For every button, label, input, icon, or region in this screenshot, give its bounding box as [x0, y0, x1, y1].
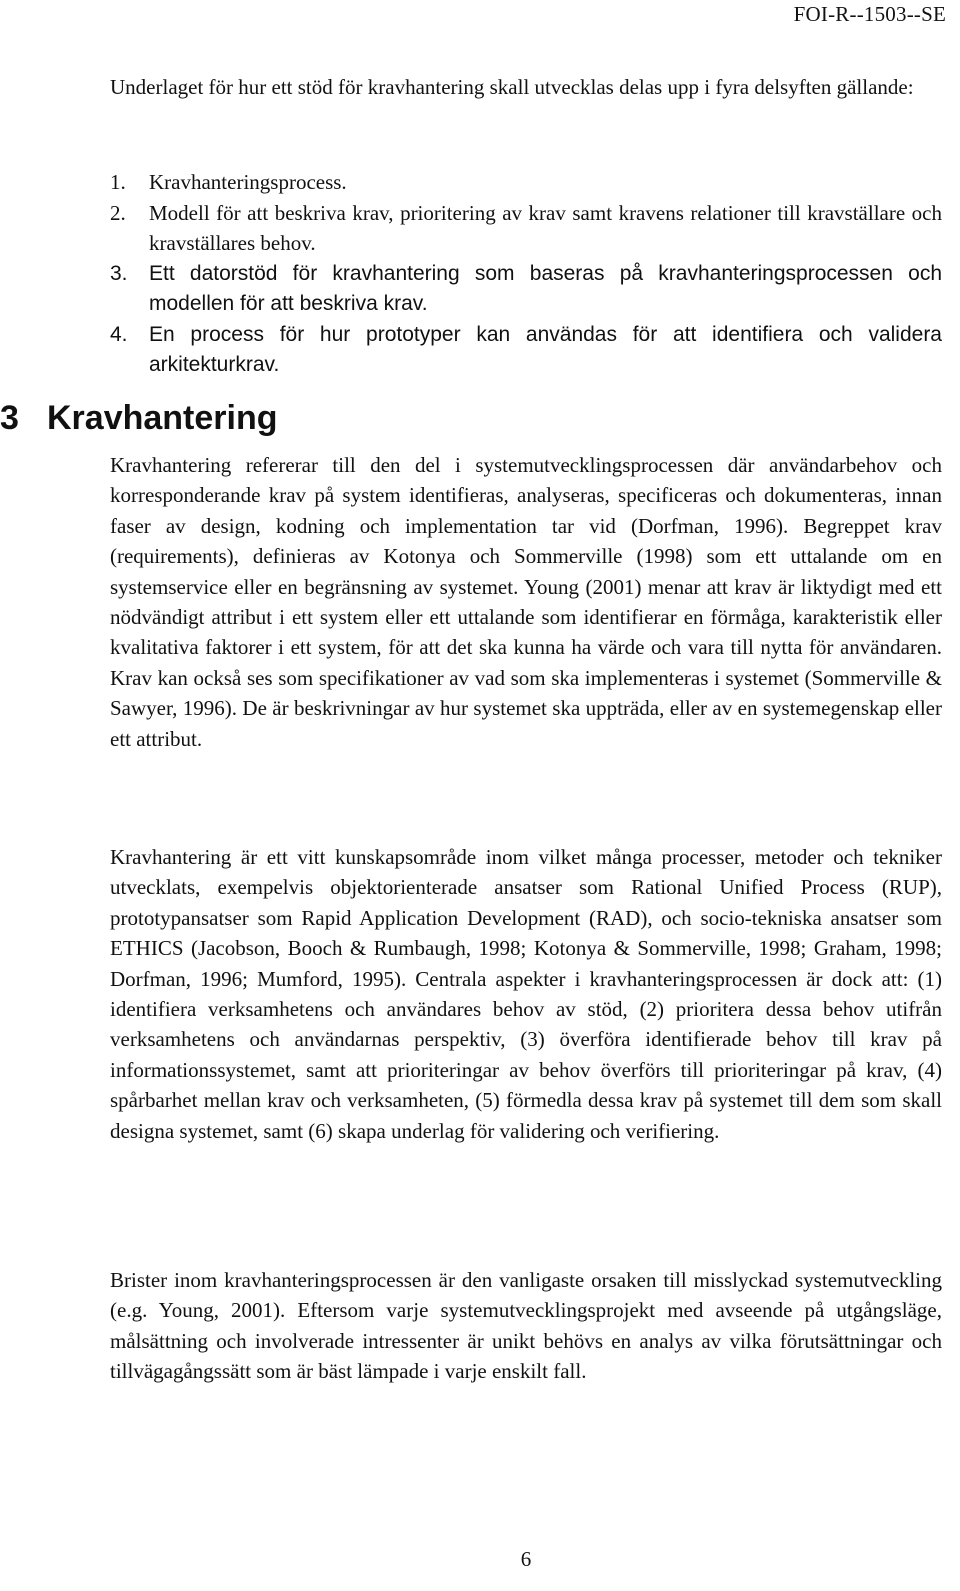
body-paragraph-1: Kravhantering refererar till den del i systemutvecklingsprocessen där användarbehov och korresponderande krav på system identifieras, analyseras, specificeras och dokumenteras, innan faser av design, kodning och implementation tar vid (Dorfman, 1996). Begreppet krav (requirements), definieras av Kotonya och Sommerville (1998) som ett uttalande om en systemservice eller en begränsning av systemet. Young (2001) menar att krav är liktydigt med ett nödvändigt attribut i ett system eller ett uttalande som identifierar en förmåga, karakteristik eller kvalitativa faktorer i ett system, för att det ska kunna ha värde och vara till nytta för användaren. Krav kan också ses som specifikationer av vad som ska implementeras i systemet (Sommerville & Sawyer, 1996). De är beskrivningar av hur systemet ska uppträda, eller av en systemegenskap eller ett attribut. — [110, 453, 942, 751]
list-item-text: En process för hur prototyper kan användas för att identifiera och validera arkitekturkrav. — [149, 322, 942, 376]
subgoal-list — [110, 167, 942, 381]
list-item-text: Ett datorstöd för kravhantering som baseras på kravhanteringsprocessen och modellen för att beskriva krav. — [149, 261, 942, 315]
list-item — [110, 259, 942, 320]
list-item-number: 3. — [110, 261, 128, 285]
section-heading — [0, 399, 278, 438]
list-item — [110, 320, 942, 381]
list-item-text: Modell för att beskriva krav, prioritering av krav samt kravens relationer till kravställare och kravställares behov. — [149, 200, 942, 255]
list-item — [110, 198, 942, 259]
section-title: Kravhantering — [47, 399, 278, 437]
list-item-number: 2. — [110, 200, 126, 225]
section-number: 3 — [0, 399, 19, 437]
list-item-text: Kravhanteringsprocess. — [149, 170, 347, 194]
body-paragraph-3: Brister inom kravhanteringsprocessen är den vanligaste orsaken till misslyckad systemutveckling (e.g. Young, 2001). Eftersom varje systemutvecklingsprojekt med avseende på utgångsläge, målsättning och involverade intressenter är unikt behövs en analys av vilka förutsättningar och tillvägagångssätt som är bäst lämpade i varje enskilt fall. — [110, 1268, 942, 1384]
intro-paragraph: Underlaget för hur ett stöd för kravhantering skall utvecklas delas upp i fyra delsyften gällande: — [110, 75, 914, 99]
report-id: FOI-R--1503--SE — [793, 2, 946, 26]
list-item — [110, 167, 942, 198]
page-number: 6 — [520, 1547, 532, 1571]
list-item-number: 1. — [110, 170, 126, 194]
body-paragraph-2: Kravhantering är ett vitt kunskapsområde inom vilket många processer, metoder och tekniker utvecklats, exempelvis objektorienterade ansatser som Rational Unified Process (RUP), prototypansatser som Rapid Application Development (RAD), och socio-tekniska ansatser som ETHICS (Jacobson, Booch & Rumbaugh, 1998; Kotonya & Sommerville, 1998; Graham, 1998; Dorfman, 1996; Mumford, 1995). Centrala aspekter i kravhanteringsprocessen är dock att: (1) identifiera verksamhetens och användares behov av stöd, (2) prioritera dessa behov utifrån verksamhetens och användarnas perspektiv, (3) överföra identifierade behov till krav på informationssystemet, samt att prioriteringar av behov överförs till prioriteringar på krav, (4) spårbarhet mellan krav och verksamheten, (5) förmedla dessa krav på systemet till dem som skall designa systemet, samt (6) skapa underlag för validering och verifiering. — [110, 845, 942, 1143]
list-item-number: 4. — [110, 322, 128, 346]
